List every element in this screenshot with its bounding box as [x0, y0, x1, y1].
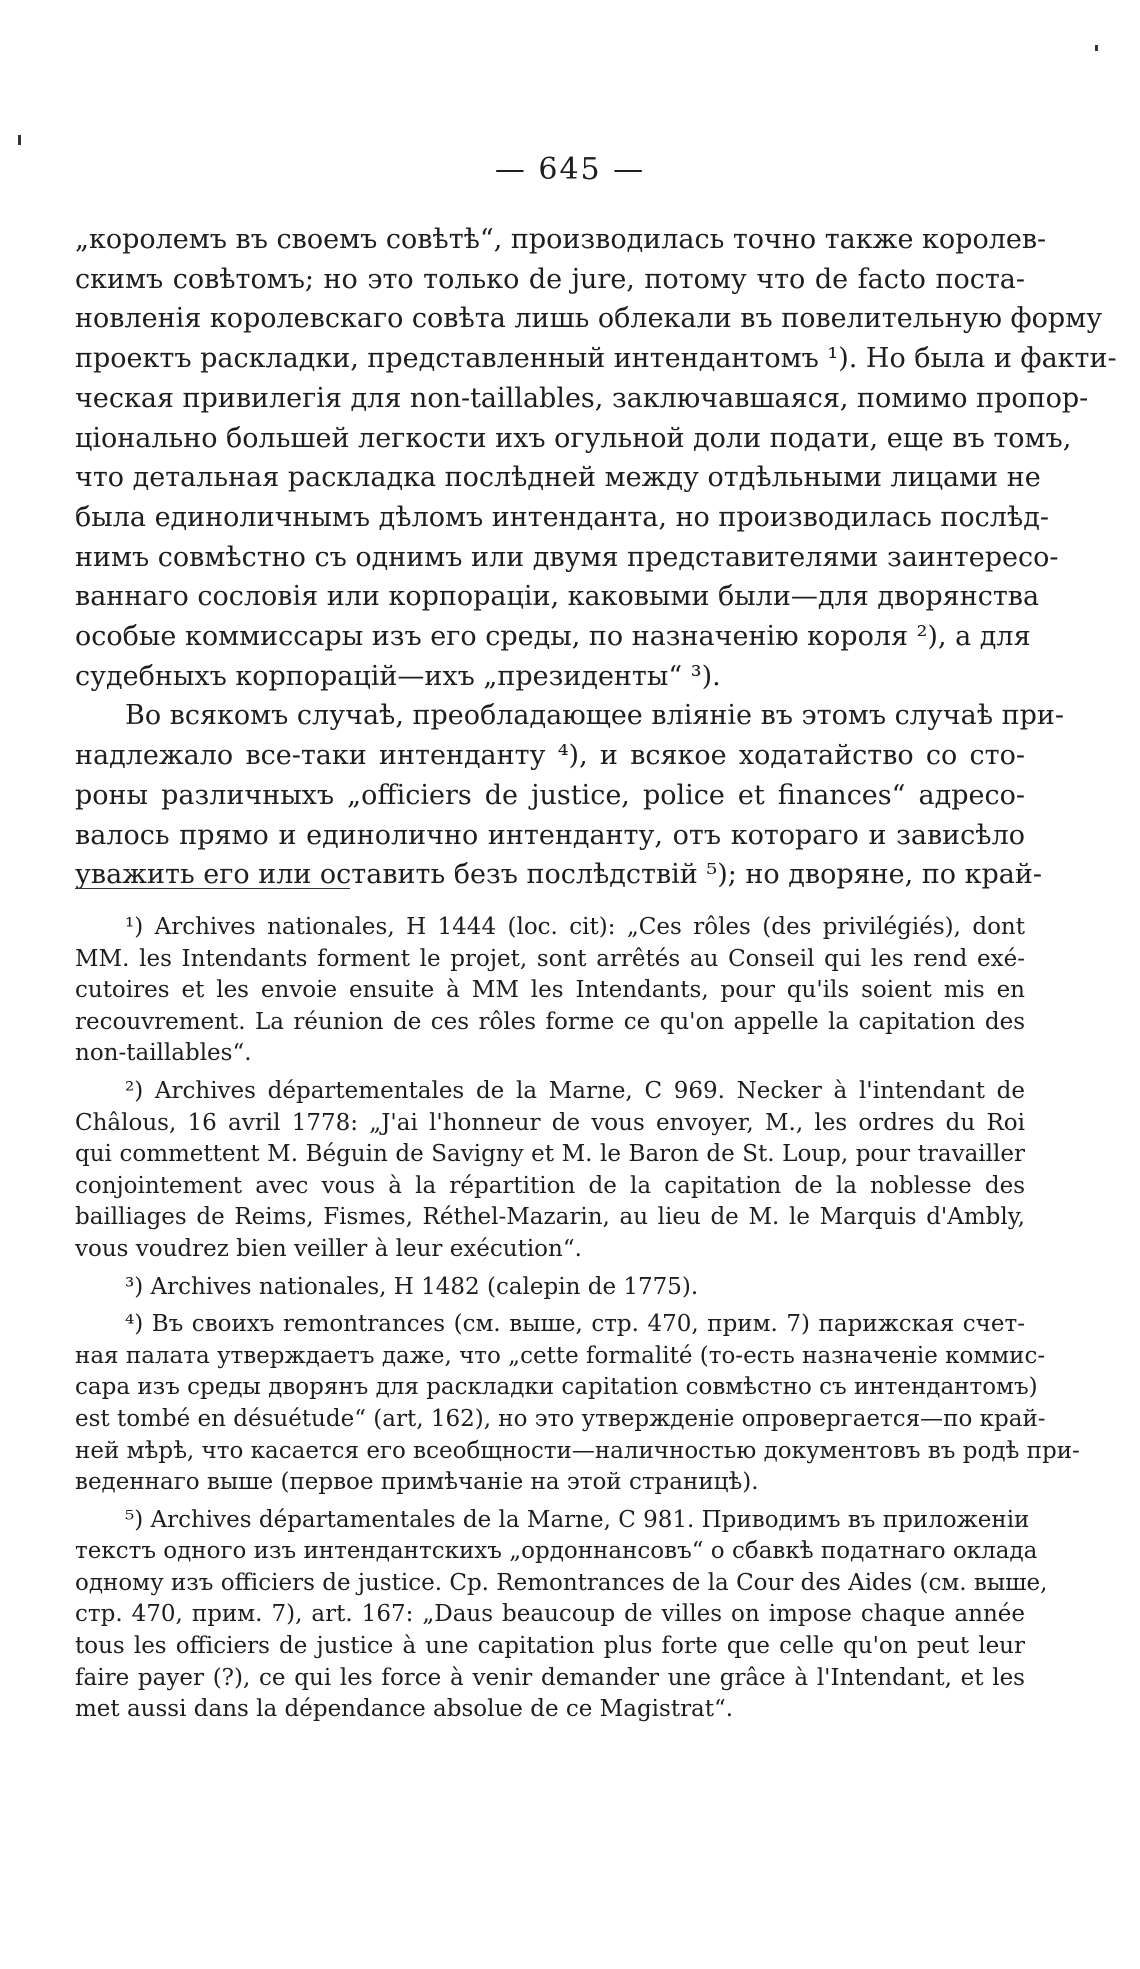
footnote-1	[75, 912, 1025, 1070]
text-line: судебныхъ корпорацій—ихъ „президенты“ ³).	[75, 660, 721, 692]
footnote-line: met aussi dans la dépendance absolue de ce Magistrat“.	[75, 1696, 734, 1723]
footnote-line: non-taillables“.	[75, 1040, 252, 1067]
text-line: ціонально большей легкости ихъ огульной доли подати, еще въ томъ,	[75, 422, 1072, 454]
footnote-line: bailliages de Reims, Fismes, Réthel-Mazarin, au lieu de M. le Marquis d'Ambly,	[75, 1204, 1025, 1231]
text-line: уважить его или оставить безъ послѣдствій ⁵); но дворяне, по край-	[75, 859, 1042, 891]
stray-ink-mark	[18, 135, 21, 145]
text-line: скимъ совѣтомъ; но это только de jure, потому что de facto поста-	[75, 263, 1025, 295]
footnote-line: est tombé en désuétude“ (art, 162), но это утвержденіе опровергается—по край-	[75, 1405, 1046, 1432]
text-line: особые коммиссары изъ его среды, по назначенію короля ²), а для	[75, 621, 1031, 653]
footnote-line: vous voudrez bien veiller à leur exécution“.	[75, 1235, 582, 1262]
main-text	[75, 220, 1117, 895]
footnote-line: tous les officiers de justice à une capitation plus forte que celle qu'on peut leur	[75, 1633, 1025, 1660]
text-line: Во всякомъ случаѣ, преобладающее вліяніе въ этомъ случаѣ при-	[125, 700, 1064, 732]
text-line: нимъ совмѣстно съ однимъ или двумя представителями заинтересо-	[75, 541, 1059, 573]
footnotes	[75, 912, 1080, 1726]
stray-ink-dot	[1095, 45, 1098, 51]
text-line: ческая привилегія для non-taillables, заключавшаяся, помимо пропор-	[75, 382, 1089, 414]
footnote-line: одному изъ officiers de justice. Cp. Remontrances de la Cour des Aides (см. выше,	[75, 1569, 1048, 1596]
footnote-5	[75, 1505, 1048, 1726]
footnote-line: ³) Archives nationales, H 1482 (calepin de 1775).	[125, 1273, 699, 1300]
footnote-line: Châlous, 16 avril 1778: „J'ai l'honneur de vous envoyer, M., les ordres du Roi	[75, 1109, 1025, 1136]
footnote-line: ная палата утверждаетъ даже, что „cette formalité (то-есть назначеніе коммис-	[75, 1342, 1046, 1369]
footnote-2	[75, 1076, 1025, 1266]
footnote-4	[75, 1309, 1080, 1499]
footnote-line: recouvrement. La réunion de ces rôles forme ce qu'on appelle la capitation des	[75, 1008, 1025, 1035]
footnote-line: текстъ одного изъ интендантскихъ „ордоннансовъ“ о сбавкѣ податнаго оклада	[75, 1538, 1038, 1565]
footnote-line: ¹) Archives nationales, H 1444 (loc. cit): „Ces rôles (des privilégiés), dont	[125, 914, 1025, 940]
footnote-3	[75, 1272, 1025, 1304]
text-line: проектъ раскладки, представленный интендантомъ ¹). Но была и факти-	[75, 343, 1117, 375]
footnote-line: стр. 470, прим. 7), art. 167: „Daus beaucoup de villes on impose chaque année	[75, 1601, 1025, 1628]
text-line: ваннаго сословія или корпораціи, каковыми были—для дворянства	[75, 581, 1040, 613]
text-line: валось прямо и единолично интенданту, отъ котораго и зависѣло	[75, 819, 1025, 851]
footnote-line: cutoires et les envoie ensuite à MM les Intendants, pour qu'ils soient mis en	[75, 977, 1025, 1004]
footnote-line: conjointement avec vous à la répartition de la capitation de la noblesse des	[75, 1172, 1025, 1199]
footnote-line: сара изъ среды дворянъ для раскладки capitation совмѣстно съ интендантомъ)	[75, 1374, 1038, 1401]
footnote-line: ⁵) Archives départamentales de la Marne, C 981. Приводимъ въ приложеніи	[125, 1506, 1030, 1533]
footnote-divider	[75, 888, 350, 889]
text-line: надлежало все-таки интенданту ⁴), и всякое ходатайство со сто-	[75, 740, 1025, 772]
footnote-line: ⁴) Въ своихъ remontrances (см. выше, стр. 470, прим. 7) парижская счет-	[125, 1311, 1025, 1338]
footnote-line: ²) Archives départementales de la Marne, C 969. Necker à l'intendant de	[125, 1077, 1025, 1104]
text-line: „королемъ въ своемъ совѣтѣ“, производилась точно также королев-	[75, 224, 1047, 255]
footnote-line: faire payer (?), ce qui les force à venir demander une grâce à l'Intendant, et les	[75, 1664, 1025, 1691]
footnote-line: веденнаго выше (первое примѣчаніе на этой страницѣ).	[75, 1469, 759, 1496]
text-line: новленія королевскаго совѣта лишь облекали въ повелительную форму	[75, 303, 1103, 335]
page-number: — 645 —	[494, 152, 646, 187]
footnote-line: ней мѣрѣ, что касается его всеобщности—наличностью документовъ въ родѣ при-	[75, 1437, 1080, 1464]
footnote-line: qui commettent M. Béguin de Savigny et M. le Baron de St. Loup, pour travailler	[75, 1141, 1025, 1168]
text-line: роны различныхъ „officiers de justice, police et finances“ адресо-	[75, 779, 1025, 811]
footnote-line: MM. les Intendants forment le projet, sont arrêtés au Conseil qui les rend exé-	[75, 945, 1025, 972]
text-line: что детальная раскладка послѣдней между отдѣльными лицами не	[75, 462, 1041, 494]
text-line: была единоличнымъ дѣломъ интенданта, но производилась послѣд-	[75, 501, 1049, 533]
